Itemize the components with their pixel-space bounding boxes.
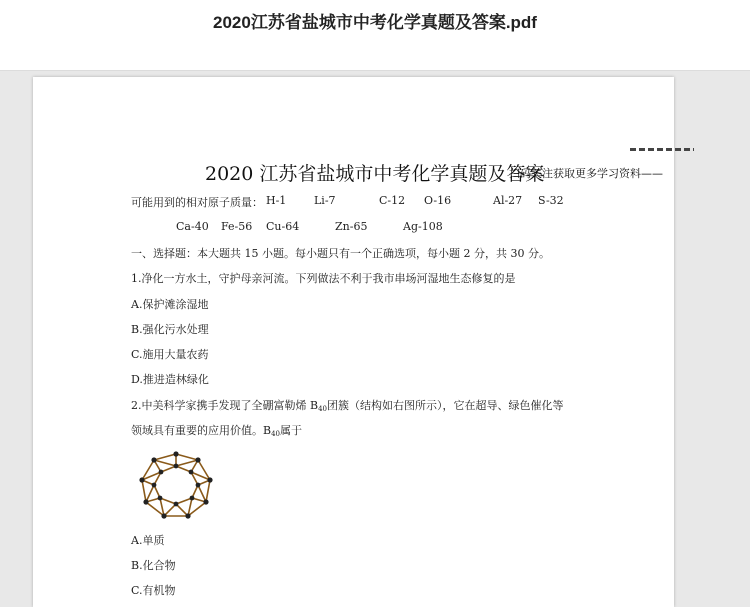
watermark-text: 扫码关注获取更多学习资料—— <box>509 167 663 180</box>
q2-option-b: B.化合物 <box>131 559 176 572</box>
atomic-mass-label: 可能用到的相对原子质量： <box>131 196 263 209</box>
q1-option-a: A.保护滩涂湿地 <box>131 298 209 311</box>
mass-li: Li-7 <box>314 194 336 207</box>
q2-option-c: C.有机物 <box>131 584 176 597</box>
q2-stem-b: 团簇（结构如右图所示），它在超导、绿色催化等 <box>327 399 564 412</box>
q2-stem2-b: 属于 <box>280 424 303 437</box>
q2-stem2-sub: 40 <box>271 430 281 438</box>
doc-title: 2020 江苏省盐城市中考化学真题及答案 <box>205 163 545 185</box>
viewer-header <box>0 0 750 71</box>
mass-al: Al-27 <box>493 194 523 207</box>
mass-ag: Ag-108 <box>403 220 443 233</box>
mass-fe: Fe-56 <box>221 220 253 233</box>
q2-option-a: A.单质 <box>131 534 165 547</box>
q1-option-d: D.推进造林绿化 <box>131 373 209 386</box>
document-page <box>33 77 674 607</box>
section-heading: 一、选择题：本大题共 15 小题。每小题只有一个正确选项，每小题 2 分，共 30 分。 <box>131 247 550 260</box>
q2-stem-line2 <box>131 422 302 438</box>
file-title: 2020江苏省盐城市中考化学真题及答案.pdf <box>213 13 537 32</box>
q1-option-b: B.强化污水处理 <box>131 323 209 336</box>
q1-option-c: C.施用大量农药 <box>131 348 209 361</box>
header-rule <box>630 148 694 151</box>
mass-zn: Zn-65 <box>335 220 368 233</box>
mass-h: H-1 <box>266 194 287 207</box>
mass-cu: Cu-64 <box>266 220 300 233</box>
mass-o: O-16 <box>424 194 452 207</box>
mass-c: C-12 <box>379 194 406 207</box>
b40-structure-image <box>136 450 216 520</box>
q2-stem2-a: 领域具有重要的应用价值。B <box>131 424 272 437</box>
q2-stem-a: 2.中美科学家携手发现了全硼富勒烯 B <box>131 399 319 412</box>
q2-stem-sub: 40 <box>318 405 327 413</box>
mass-s: S-32 <box>538 194 564 207</box>
q1-stem: 1.净化一方水土，守护母亲河流。下列做法不利于我市串场河湿地生态修复的是 <box>131 272 516 285</box>
q2-stem <box>131 397 564 413</box>
mass-ca: Ca-40 <box>176 220 209 233</box>
